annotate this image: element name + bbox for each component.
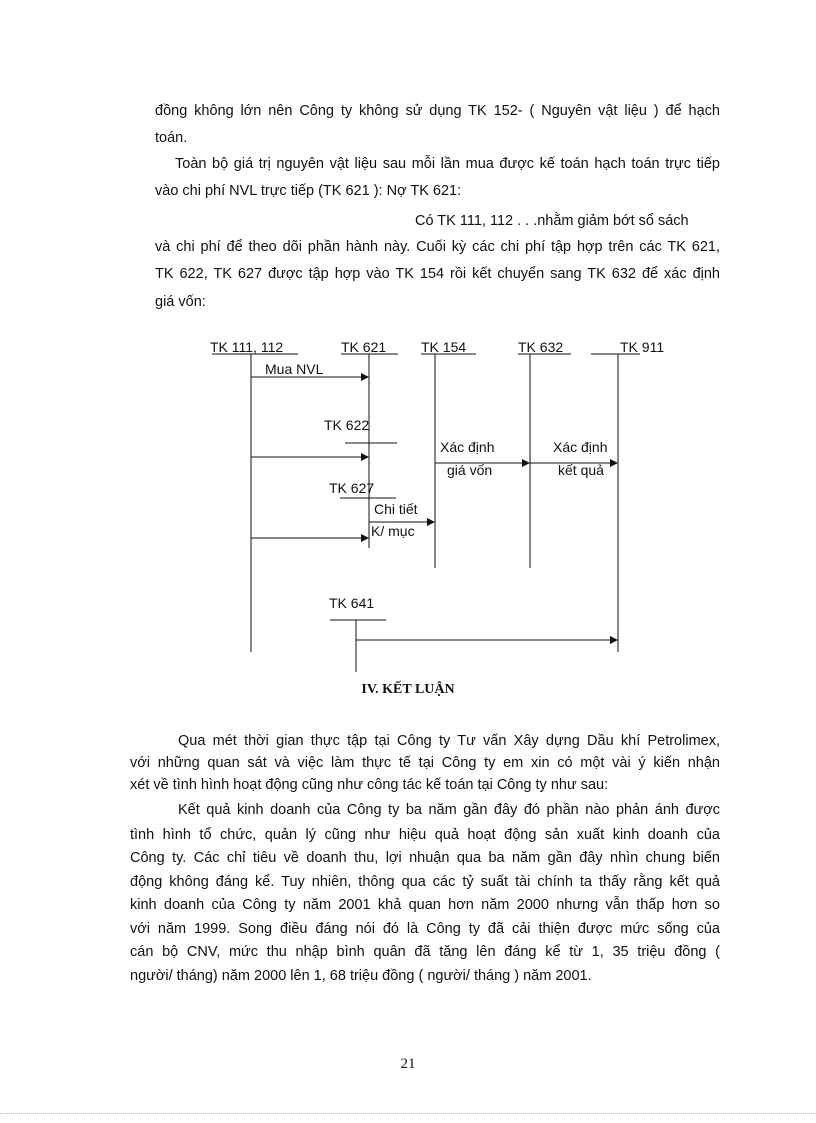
gia-von-label: giá vốn <box>447 462 493 478</box>
xac-dinh-gia-von-label-1: Xác định <box>440 439 495 455</box>
tk-632-label: TK 632 <box>518 339 564 355</box>
tk-641-label: TK 641 <box>329 595 375 611</box>
intro-line-6: và chi phí để theo dõi phần hành này. Cuối kỳ các chi phí tập hợp trên các TK 621, <box>155 239 720 255</box>
mua-nvl-label: Mua NVL <box>265 361 324 377</box>
page-bottom-rule <box>0 1113 816 1114</box>
tk-154-label: TK 154 <box>421 339 467 355</box>
page-number: 21 <box>400 1056 416 1072</box>
intro-line-2: toán. <box>155 130 188 146</box>
tk-111-112-label: TK 111, 112 <box>210 339 284 355</box>
intro-line-3: Toàn bộ giá trị nguyên vật liệu sau mỗi lần mua được kế toán hạch toán trực tiếp <box>175 156 720 172</box>
intro-line-1: đồng không lớn nên Công ty không sử dụng TK 152- ( Nguyên vật liệu ) để hạch <box>155 103 720 119</box>
conclusion-line-5: tình hình tổ chức, quản lý cũng như hiệu quả hoạt động sản xuất kinh doanh của <box>130 827 720 843</box>
xac-dinh-ket-qua-label-1: Xác định <box>553 439 608 455</box>
conclusion-line-8: kinh doanh của Công ty năm 2001 khả quan hơn năm 2000 nhưng vẫn thấp hơn so <box>130 897 720 913</box>
intro-line-7: TK 622, TK 627 được tập hợp vào TK 154 rồi kết chuyển sang TK 632 để xác định <box>155 266 720 282</box>
conclusion-line-11: người/ tháng) năm 2000 lên 1, 68 triệu đồng ( người/ tháng ) năm 2001. <box>130 968 592 984</box>
conclusion-line-6: Công ty. Các chỉ tiêu về doanh thu, lợi nhuận qua ba năm gần đây nhìn chung biến <box>130 850 720 866</box>
section-heading: IV. KẾT LUẬN <box>361 682 455 697</box>
tk-911-label: TK 911 <box>620 339 665 355</box>
conclusion-line-2: với những quan sát và việc làm thực tế tại Công ty em xin có một vài ý kiến nhận <box>130 755 720 771</box>
conclusion-line-9: với năm 1999. Song điều đáng nói đó là Công ty đã cải thiện được mức sống của <box>130 921 720 937</box>
conclusion-line-3: xét về tình hình hoạt động cũng như công tác kế toán tại Công ty như sau: <box>130 777 609 793</box>
chi-tiet-label: Chi tiết <box>374 501 418 517</box>
intro-line-5: Có TK 111, 112 . . .nhằm giảm bớt sổ sách <box>415 213 689 229</box>
conclusion-line-7: động không đáng kể. Tuy nhiên, thông qua các tỷ suất tài chính ta thấy rằng kết quả <box>130 874 720 890</box>
tk-622-label: TK 622 <box>324 417 370 433</box>
conclusion-line-10: cán bộ CNV, mức thu nhập bình quân đã tăng lên đáng kể từ 1, 35 triệu đồng ( <box>130 944 720 960</box>
conclusion-line-4: Kết quả kinh doanh của Công ty ba năm gần đây đó phần nào phản ánh được <box>178 802 720 818</box>
tk-627-label: TK 627 <box>329 480 375 496</box>
tk-621-label: TK 621 <box>341 339 387 355</box>
k-muc-label: K/ mục <box>371 523 415 539</box>
ket-qua-label: kết quả <box>558 462 604 478</box>
intro-line-4: vào chi phí NVL trực tiếp (TK 621 ): Nợ TK 621: <box>155 183 462 199</box>
conclusion-line-1: Qua mét thời gian thực tập tại Công ty Tư vấn Xây dựng Dầu khí Petrolimex, <box>178 733 720 749</box>
intro-line-8: giá vốn: <box>155 294 206 310</box>
